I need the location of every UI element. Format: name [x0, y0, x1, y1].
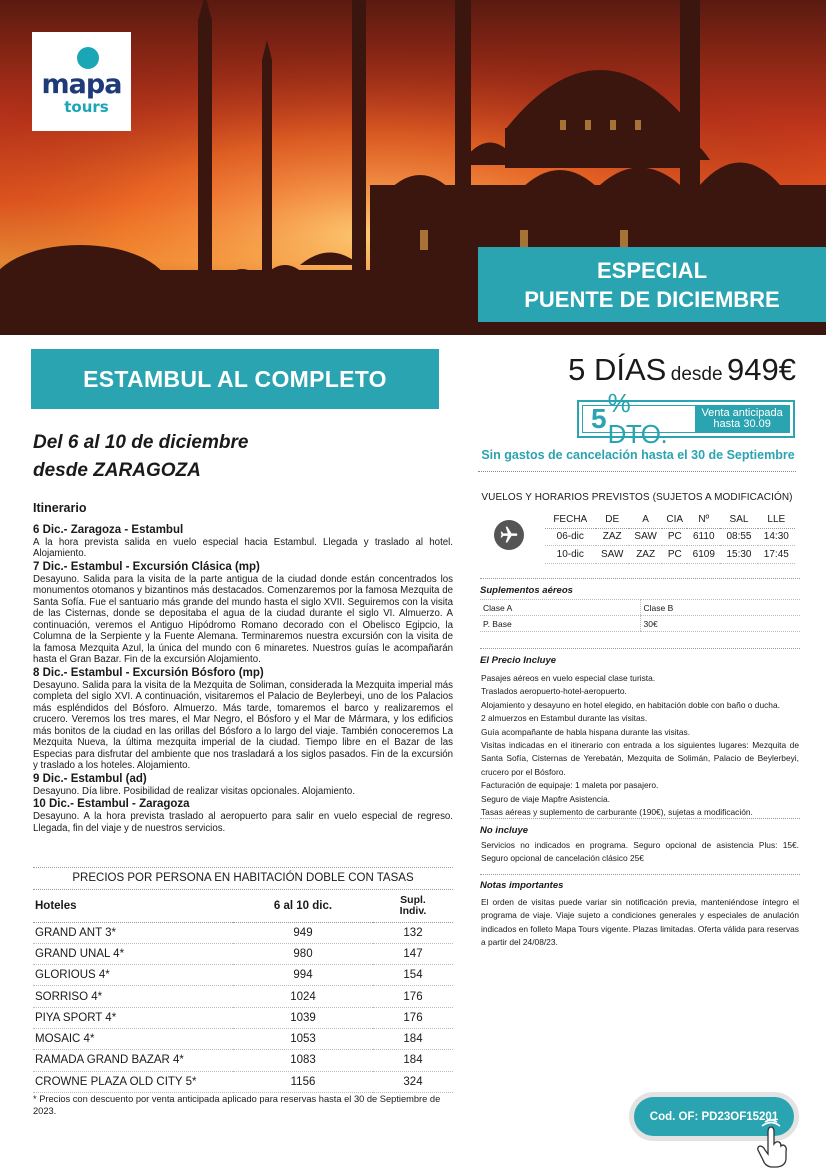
hotel-supplement: 132 — [373, 922, 453, 943]
hotel-supplement: 184 — [373, 1028, 453, 1049]
price-amount: 949€ — [727, 352, 796, 387]
hotel-supplement: 147 — [373, 943, 453, 964]
discount-condition — [695, 406, 789, 432]
hotel-name: PIYA SPORT 4* — [33, 1007, 233, 1028]
discount-condition-line1: Venta anticipada — [701, 407, 783, 419]
col-dates: 6 al 10 dic. — [233, 890, 373, 922]
hotel-price: 980 — [233, 943, 373, 964]
discount-badge — [577, 388, 795, 449]
day-title: 7 Dic.- Estambul - Excursión Clásica (mp) — [33, 560, 260, 573]
supplements-table — [480, 599, 800, 632]
table-row — [33, 1071, 453, 1092]
supplements-title: Suplementos aéreos — [480, 585, 573, 596]
offer-code-button[interactable]: Cod. OF: PD23OF15201 — [634, 1097, 794, 1136]
itinerary-day — [33, 773, 453, 798]
hotel-price: 1156 — [233, 1071, 373, 1092]
logo-dot-icon — [77, 47, 99, 69]
list-item: Alojamiento y desayuno en hotel elegido, en habitación doble con baño o ducha. — [481, 699, 780, 710]
itinerary-day — [33, 524, 453, 560]
col-fecha: FECHA — [545, 511, 596, 528]
itinerary-day — [33, 667, 453, 772]
flight-from: ZAZ — [596, 528, 629, 546]
itinerary-day — [33, 798, 453, 834]
notes-text: El orden de visitas puede variar sin notificación previa, manteniéndose íntegro el programa de viaje. Viaje sujeto a condiciones generales y especiales de anulación indicados en folleto Mapa Tours vigente. Plazas limitadas. Oferta válida para reservas a partir del 24/08/23. — [481, 897, 799, 948]
table-row — [33, 1050, 453, 1071]
table-row — [545, 528, 795, 546]
divider — [480, 648, 800, 649]
list-item: Guía acompañante de habla hispana durante las visitas. — [481, 726, 691, 737]
hotel-supplement: 324 — [373, 1071, 453, 1092]
day-text: Desayuno. Salida para la visita de la Mezquita de Soliman, considerada la Mezquita imperial más completa del siglo XVI. A continuación, visitaremos el Palacio de Beylerbeyi, uno de los Palacios más espléndidos del Bósforo. Almuerzo. Más tarde, tomaremos el barco y realizaremos el crucero. Veremos los tres mares, el Mar Negro, el Bósforo y el Mar de Mármara, y los edificios más bonitos de la ciudad en las orillas del Bósforo a lo largo del viaje. También conoceremos La Mezquita Nueva, la última mezquita imperial de la ciudad. Tiempo libre en el Bazar de las Especias para disfrutar del ambiente que nos trasladará a los siglos pasados. Fin de la excursión y traslado a los hoteles. Alojamiento. — [33, 679, 453, 771]
table-row — [480, 600, 800, 616]
discount-number: 5 — [591, 403, 607, 434]
flights-title: VUELOS Y HORARIOS PREVISTOS (SUJETOS A MODIFICACIÓN) — [481, 492, 793, 503]
flight-airline: PC — [662, 528, 687, 546]
dates-line2: desde ZARAGOZA — [33, 460, 201, 481]
hotel-supplement: 176 — [373, 986, 453, 1007]
hotel-price: 1024 — [233, 986, 373, 1007]
table-row — [33, 965, 453, 986]
special-line1: ESPECIAL — [596, 257, 708, 283]
hotel-name: GLORIOUS 4* — [33, 965, 233, 986]
trip-title: ESTAMBUL AL COMPLETO — [31, 349, 439, 409]
col-numero: Nº — [687, 511, 720, 528]
price-table — [33, 890, 453, 1093]
divider — [480, 578, 800, 579]
col-a: A — [629, 511, 662, 528]
hotel-supplement: 176 — [373, 1007, 453, 1028]
hotel-name: MOSAIC 4* — [33, 1028, 233, 1049]
flight-from: SAW — [596, 546, 629, 564]
pointer-hand-icon — [752, 1118, 792, 1168]
hotel-price: 1083 — [233, 1050, 373, 1071]
supplement-cell: Clase A — [480, 600, 640, 616]
col-de: DE — [596, 511, 629, 528]
table-row — [33, 922, 453, 943]
divider — [480, 874, 800, 875]
table-row — [33, 943, 453, 964]
list-item: Seguro de viaje Mapfre Asistencia. — [481, 793, 610, 804]
supplement-cell: Clase B — [640, 600, 800, 616]
day-title: 9 Dic.- Estambul (ad) — [33, 772, 147, 785]
flight-number: 6109 — [687, 546, 720, 564]
table-row — [33, 1028, 453, 1049]
hotel-price: 949 — [233, 922, 373, 943]
itinerary-day — [33, 561, 453, 666]
hotel-name: CROWNE PLAZA OLD CITY 5* — [33, 1071, 233, 1092]
includes-list — [481, 672, 799, 819]
hotel-name: SORRISO 4* — [33, 986, 233, 1007]
list-item: Facturación de equipaje: 1 maleta por pasajero. — [481, 780, 659, 791]
logo-wordmark: mapa — [41, 69, 122, 100]
flight-number: 6110 — [687, 528, 720, 546]
itinerary-title: Itinerario — [33, 501, 87, 515]
airplane-icon — [494, 520, 524, 550]
price-from: desde — [670, 364, 723, 385]
table-row — [33, 1007, 453, 1028]
list-item: Pasajes aéreos en vuelo especial clase turista. — [481, 673, 656, 683]
flight-to: SAW — [629, 528, 662, 546]
cancellation-note: Sin gastos de cancelación hasta el 30 de Septiembre — [481, 448, 795, 462]
not-included-text: Servicios no indicados en programa. Seguro opcional de asistencia Plus: 15€. Seguro opcional de cancelación clásico 25€ — [481, 840, 799, 864]
col-supplement — [373, 890, 453, 922]
dates-line1: Del 6 al 10 de diciembre — [33, 432, 249, 453]
flight-departure: 15:30 — [720, 546, 757, 564]
day-text: Desayuno. A la hora prevista traslado al aeropuerto para salir en vuelo especial de regreso. Llegada, fin del viaje y de nuestros servicios. — [33, 811, 453, 834]
hotel-price: 1053 — [233, 1028, 373, 1049]
list-item: Traslados aeropuerto-hotel-aeropuerto. — [481, 686, 627, 697]
flight-date: 06-dic — [545, 528, 596, 546]
flight-departure: 08:55 — [720, 528, 757, 546]
hotel-name: RAMADA GRAND BAZAR 4* — [33, 1050, 233, 1071]
list-item: Visitas indicadas en el itinerario con entrada a los siguientes lugares: Mezquita de Santa Sofía, Cisternas de Yerebatán, Mezquita de Solimán, Palacio de Beylerbeyi, crucero por el Bósforo. — [481, 740, 799, 777]
logo-subtitle: tours — [64, 98, 109, 116]
hero-image — [0, 0, 826, 335]
discount-condition-line2: hasta 30.09 — [713, 418, 771, 430]
flight-airline: PC — [662, 546, 687, 564]
supplement-cell: P. Base — [480, 616, 640, 632]
trip-dates — [33, 429, 248, 485]
day-title: 10 Dic.- Estambul - Zaragoza — [33, 798, 190, 810]
flight-to: ZAZ — [629, 546, 662, 564]
col-salida: SAL — [720, 511, 757, 528]
flight-date: 10-dic — [545, 546, 596, 564]
price-footnote: * Precios con descuento por venta anticipada aplicado para reservas hasta el 30 de Septiembre de 2023. — [33, 1094, 441, 1116]
itinerary — [33, 503, 453, 834]
includes-title: El Precio Incluye — [480, 655, 557, 666]
flight-arrival: 17:45 — [758, 546, 795, 564]
day-text: Desayuno. Día libre. Posibilidad de realizar visitas opcionales. Alojamiento. — [33, 785, 356, 797]
divider — [478, 471, 796, 472]
hotel-supplement: 184 — [373, 1050, 453, 1071]
hotel-price: 1039 — [233, 1007, 373, 1028]
col-hotel: Hoteles — [33, 890, 233, 922]
price-days: 5 DÍAS — [568, 352, 667, 387]
hotel-name: GRAND UNAL 4* — [33, 943, 233, 964]
table-row — [480, 616, 800, 632]
hotel-supplement: 154 — [373, 965, 453, 986]
price-headline — [560, 352, 796, 388]
hotel-price: 994 — [233, 965, 373, 986]
special-line2: PUENTE DE DICIEMBRE — [524, 286, 780, 312]
col-supplement-line1: Supl. — [400, 893, 426, 906]
day-text: A la hora prevista salida en vuelo especial hacia Estambul. Llegada y traslado al hotel. Alojamiento. — [33, 536, 453, 559]
col-supplement-line2: Indiv. — [399, 904, 427, 917]
price-table-heading: PRECIOS POR PERSONA EN HABITACIÓN DOBLE CON TASAS — [33, 867, 453, 890]
notes-title: Notas importantes — [480, 880, 564, 891]
col-llegada: LLE — [758, 511, 795, 528]
day-title: 6 Dic.- Zaragoza - Estambul — [33, 523, 184, 536]
day-title: 8 Dic.- Estambul - Excursión Bósforo (mp) — [33, 666, 264, 679]
table-row — [545, 546, 795, 564]
special-offer-banner — [478, 247, 826, 322]
list-item: Tasas aéreas y suplemento de carburante (190€), sujetas a modificación. — [481, 807, 753, 818]
day-text: Desayuno. Salida para la visita de la parte antigua de la ciudad donde están concentrados los monumentos otomanos y bizantinos más destacados. Comenzaremos por la famosa Mezquita de Santa Sofía. Fue el santuario más grande del mundo hasta el siglo XVII. Seguiremos con la visita de las Cisternas, donde se depositaba el agua de la ciudad durante el siglo VI. Almuerzo. A continuación, veremos el Antiguo Hipódromo Romano decorado con el Obelisco Egipcio, la Columna de la Serpiente y la Fuente Alemana. Terminaremos nuestra excursión con la visita de la famosa Mezquita Azul, la única del mundo con 6 minaretes. Nuestros guías le acompañarán hasta el Gran Bazar. Fin de la excursión Alojamiento. — [33, 573, 453, 665]
flights-table — [545, 511, 795, 564]
mapa-tours-logo[interactable] — [32, 32, 131, 131]
col-cia: CIA — [662, 511, 687, 528]
list-item: 2 almuerzos en Estambul durante las visitas. — [481, 713, 648, 724]
table-row — [33, 986, 453, 1007]
discount-label: % DTO. — [607, 388, 668, 449]
not-included-title: No incluye — [480, 825, 529, 836]
hotel-name: GRAND ANT 3* — [33, 922, 233, 943]
divider — [480, 818, 800, 819]
supplement-cell: 30€ — [640, 616, 800, 632]
flight-arrival: 14:30 — [758, 528, 795, 546]
